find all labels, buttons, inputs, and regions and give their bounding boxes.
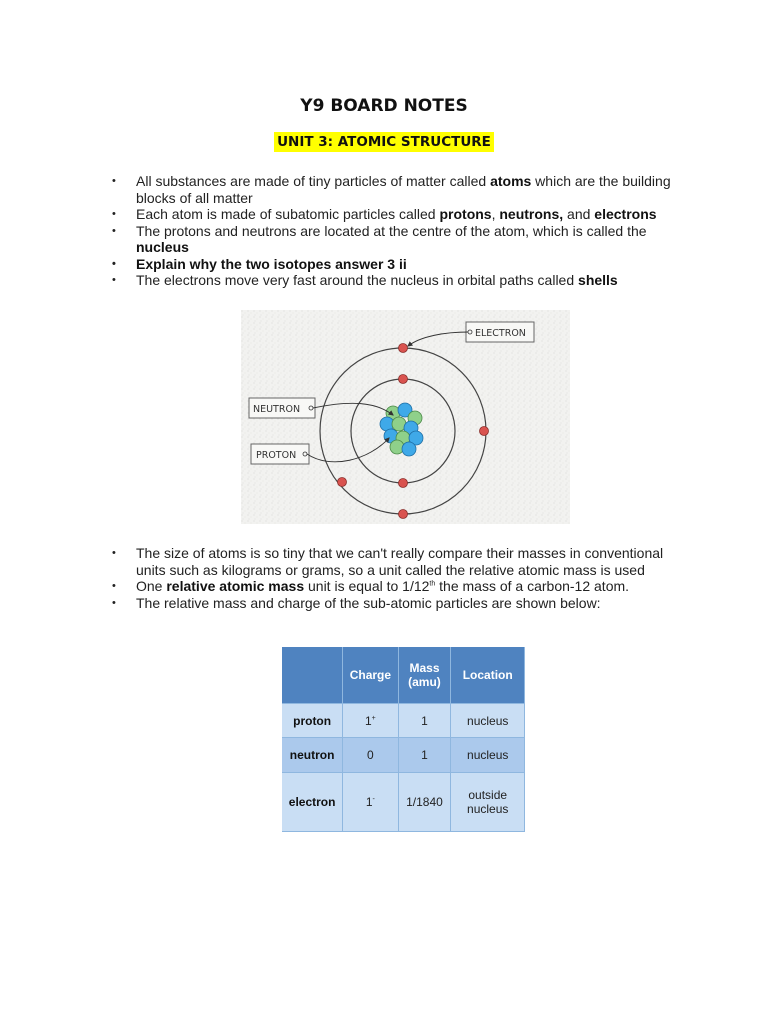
particle-name: neutron: [282, 738, 343, 772]
atom-diagram: [241, 310, 570, 524]
bullet-text: All substances are made of tiny particles of matter called: [136, 173, 491, 189]
bullet-list-top: [112, 173, 692, 289]
unit-heading: UNIT 3: ATOMIC STRUCTURE: [274, 132, 494, 152]
bullet-atom-size: • The size of atoms is so tiny that we can't really compare their masses in conventional units such as kilograms or grams, so a unit called the relative atomic mass is used: [112, 545, 692, 578]
table-row: [282, 738, 525, 772]
electron-particle: [399, 375, 408, 384]
electron-particle: [480, 427, 489, 436]
bullet-relative-mass: [112, 578, 692, 595]
proton-label: PROTON: [256, 450, 297, 461]
electron-particle: [338, 478, 347, 487]
particle-mass: 1: [398, 738, 451, 772]
bullet-bold-term: nucleus: [136, 239, 189, 255]
bullet-shells: [112, 272, 692, 289]
particle-mass: 1/1840: [398, 772, 451, 832]
bullet-text: ,: [491, 206, 500, 222]
bullet-bold-term: relative atomic mass: [166, 578, 305, 594]
electron-label-box: [466, 322, 534, 342]
page-title: Y9 BOARD NOTES: [300, 96, 468, 116]
particle-mass: 1: [398, 704, 451, 738]
electron-label: ELECTRON: [475, 328, 526, 339]
header-empty: [282, 647, 343, 704]
bullet-text: Each atom is made of subatomic particles called: [136, 206, 440, 222]
bullet-text: The electrons move very fast around the nucleus in orbital paths called: [136, 272, 579, 288]
bullet-nucleus: [112, 223, 692, 256]
bullet-subatomic: [112, 206, 692, 223]
bullet-text: the mass of a carbon-12 atom.: [435, 578, 630, 594]
bullet-bold-term: shells: [578, 272, 618, 288]
header-charge: Charge: [343, 647, 398, 704]
proton-label-box: [251, 444, 309, 464]
bullet-bold-term: electrons: [594, 206, 657, 222]
header-mass: [398, 647, 451, 704]
table-header-row: [282, 647, 525, 704]
electron-particle: [399, 479, 408, 488]
bullet-bold-term: atoms: [490, 173, 532, 189]
particle-table-wrap: [282, 647, 525, 832]
unit-heading-wrap: [0, 132, 768, 152]
bullet-bold-term: protons: [439, 206, 492, 222]
bullet-text: and: [563, 206, 595, 222]
table-row: [282, 772, 525, 832]
bullet-text: One: [136, 578, 167, 594]
particle-location: nucleus: [451, 704, 525, 738]
superscript: th: [429, 580, 436, 588]
particle-name: electron: [282, 772, 343, 832]
bullet-table-intro: • The relative mass and charge of the sub-atomic particles are shown below:: [112, 595, 692, 612]
charge-sign: +: [371, 714, 376, 722]
charge-sign: -: [372, 795, 375, 803]
particle-table: [282, 647, 525, 832]
particle-charge: [343, 704, 398, 738]
particle-charge: [343, 738, 398, 772]
neutron-label: NEUTRON: [253, 404, 301, 415]
neutron-label-box: [249, 398, 315, 418]
table-row: [282, 704, 525, 738]
particle-location: nucleus: [451, 738, 525, 772]
bullet-list-bottom: [112, 545, 692, 611]
header-mass-line1: Mass: [409, 661, 440, 675]
bullet-text: unit is equal to 1/12: [304, 578, 430, 594]
charge-value: 1: [364, 713, 372, 728]
bullet-isotopes: • Explain why the two isotopes answer 3 ii: [112, 256, 692, 273]
bullet-atoms: [112, 173, 692, 206]
particle-name: proton: [282, 704, 343, 738]
bullet-text: The protons and neutrons are located at the centre of the atom, which is called the: [136, 222, 647, 239]
particle-location: outside nucleus: [451, 772, 525, 832]
electron-particle: [399, 344, 408, 353]
charge-value: 1: [365, 794, 373, 809]
electron-particle: [399, 510, 408, 519]
bullet-bold-term: neutrons,: [499, 206, 564, 222]
bullet-text: which are the building blocks of all matter: [136, 173, 671, 206]
charge-value: 0: [367, 747, 374, 762]
proton-particle: [402, 442, 416, 456]
header-mass-line2: (amu): [408, 675, 441, 689]
header-location: Location: [451, 647, 525, 704]
particle-charge: [343, 772, 398, 832]
